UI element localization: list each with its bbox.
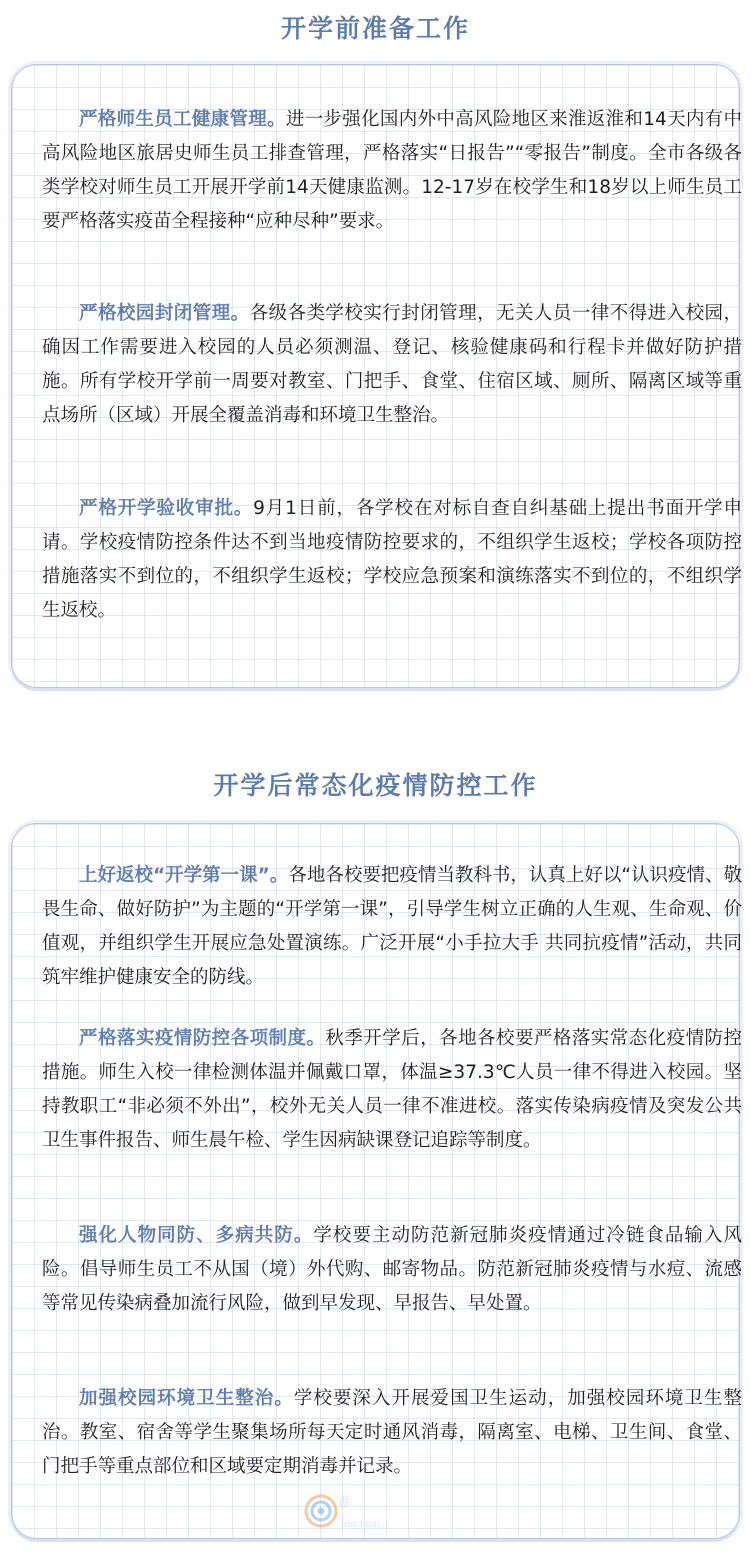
paragraph-lead: 严格落实疫情防控各项制度。: [79, 1028, 326, 1049]
paragraph-body: 各级各类学校实行封闭管理，无关人员一律不得进入校园，确因工作需要进入校园的人员必须测温、登记、核验健康码和行程卡并做好防护措施。所有学校开学前一周要对教室、门把手、食堂、住宿区域、厕所、隔离区域等重点场所（区域）开展全覆盖消毒和环境卫生整治。: [42, 303, 742, 426]
paragraph-campus-sanitation: [42, 1382, 742, 1484]
paragraph-body: 学校要主动防范新冠肺炎疫情通过冷链食品输入风险。倡导师生员工不从国（境）外代购、邮寄物品。防范新冠肺炎疫情与水痘、流感等常见传染病叠加流行风险，做到早发现、早报告、早处置。: [42, 1225, 742, 1314]
paragraph-body: 进一步强化国内外中高风险地区来淮返淮和14天内有中高风险地区旅居史师生员工排查管理，严格落实“日报告”“零报告”制度。全市各级各类学校对师生员工开展开学前14天健康监测。12-17岁在校学生和18岁以上师生员工要严格落实疫苗全程接种“应种尽种”要求。: [42, 109, 742, 232]
paragraph-opening-approval: [42, 492, 742, 628]
paragraph-body: 各地各校要把疫情当教科书，认真上好以“认识疫情、敬畏生命、做好防护”为主题的“开学第一课”，引导学生树立正确的人生观、生命观、价值观，并组织学生开展应急处置演练。广泛开展“小手拉大手 共同抗疫情”活动，共同筑牢维护健康安全的防线。: [42, 865, 742, 988]
paragraph-lead: 强化人物同防、多病共防。: [79, 1225, 314, 1246]
paragraph-lead: 严格师生员工健康管理。: [79, 109, 286, 130]
paragraph-multi-disease-prevention: [42, 1219, 742, 1321]
paragraph-lead: 严格校园封闭管理。: [79, 303, 250, 324]
paragraph-first-lesson: [42, 859, 742, 995]
watermark-text: bbs.huai...: [341, 1520, 388, 1530]
paragraph-lead: 严格开学验收审批。: [79, 498, 254, 519]
paragraph-body: 秋季开学后，各地各校要严格落实常态化疫情防控措施。师生入校一律检测体温并佩戴口罩，体温≥37.3℃人员一律不得进入校园。坚持教职工“非必须不外出”，校外无关人员一律不准进校。落实传染病疫情及突发公共卫生事件报告、师生晨午检、学生因病缺课登记追踪等制度。: [42, 1028, 742, 1151]
paragraph-lead: 加强校园环境卫生整治。: [79, 1388, 294, 1409]
svg-text:淮: 淮: [336, 1493, 353, 1511]
paragraph-lead: 上好返校“开学第一课”。: [79, 865, 289, 886]
content-card-before-school: [11, 64, 740, 688]
paragraph-health-management: [42, 103, 742, 239]
paragraph-body: 学校要深入开展爱国卫生运动，加强校园环境卫生整治。教室、宿舍等学生聚集场所每天定时通风消毒，隔离室、电梯、卫生间、食堂、门把手等重点部位和区域要定期消毒并记录。: [42, 1388, 742, 1477]
paragraph-body: 9月1日前，各学校在对标自查自纠基础上提出书面开学申请。学校疫情防控条件达不到当地疫情防控要求的，不组织学生返校；学校各项防控措施落实不到位的，不组织学生返校；学校应急预案和演练落实不到位的，不组织学生返校。: [42, 498, 742, 621]
content-card-after-school: [11, 823, 740, 1539]
section-title-after-school: 开学后常态化疫情防控工作: [213, 771, 538, 800]
section-title-before-school: 开学前准备工作: [280, 14, 470, 43]
site-logo-icon: [301, 1483, 411, 1535]
paragraph-campus-closure: [42, 297, 742, 433]
paragraph-prevention-system: [42, 1022, 742, 1158]
